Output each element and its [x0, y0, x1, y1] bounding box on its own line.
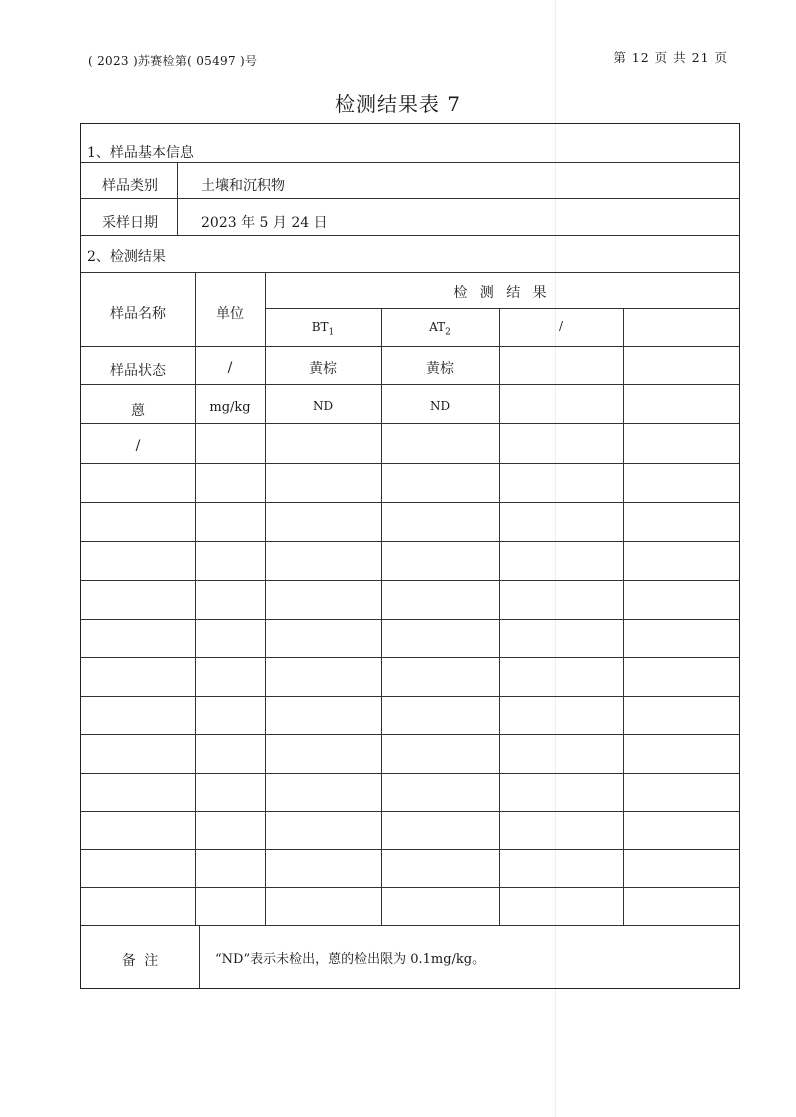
sampling-date-label: 采样日期 [102, 215, 158, 231]
sample-state-value: 黄棕 [309, 361, 337, 377]
row-divider [81, 162, 739, 163]
analyte-unit: mg/kg [209, 400, 251, 415]
col-divider [199, 925, 200, 988]
sample-id-3: / [558, 319, 564, 333]
row-divider [81, 887, 739, 888]
sample-category-value: 土壤和沉积物 [201, 178, 285, 194]
sampling-date-value: 2023 年 5 月 24 日 [201, 215, 328, 231]
sample-id-bt1: $BT_1$ [311, 320, 335, 338]
row-divider [81, 463, 739, 464]
remarks-label: 备 注 [121, 953, 161, 969]
result-cell: ND [312, 399, 334, 413]
col-results-header: 检 测 结 果 [453, 285, 551, 301]
sample-state-unit: / [227, 360, 233, 376]
page-title: 检测结果表 7 [334, 92, 462, 116]
col-divider [381, 308, 382, 925]
row-divider [81, 272, 739, 273]
col-divider [265, 272, 266, 925]
row-divider [81, 423, 739, 424]
remarks-text: “ND”表示未检出，蒽的检出限为 0.1mg/kg。 [215, 952, 486, 967]
col-unit: 单位 [216, 306, 244, 322]
row-divider [81, 925, 739, 926]
row-divider [81, 580, 739, 581]
result-table [80, 123, 740, 989]
col-sample-name: 样品名称 [110, 306, 166, 322]
section2-heading: 2、检测结果 [87, 249, 166, 265]
row-divider [81, 811, 739, 812]
row-divider [81, 773, 739, 774]
sample-state-label: 样品状态 [110, 363, 166, 379]
row-divider [81, 619, 739, 620]
sample-id-at2: $AT_2$ [429, 320, 451, 338]
sample-state-value: 黄棕 [426, 361, 454, 377]
col-divider [623, 308, 624, 925]
section1-heading: 1、样品基本信息 [87, 145, 194, 161]
row-divider [81, 384, 739, 385]
analyte-name: / [135, 438, 141, 454]
row-divider [81, 198, 739, 199]
col-divider [177, 162, 178, 235]
row-divider [81, 849, 739, 850]
result-cell: ND [429, 399, 451, 413]
row-divider [81, 346, 739, 347]
sample-category-label: 样品类别 [102, 178, 158, 194]
row-divider [265, 308, 739, 309]
analyte-name: 蒽 [131, 403, 145, 419]
page-info: 第 12 页 共 21 页 [613, 50, 728, 65]
col-divider [195, 272, 196, 925]
report-number: ( 2023 )苏赛检第( 05497 )号 [88, 54, 258, 68]
row-divider [81, 235, 739, 236]
row-divider [81, 696, 739, 697]
col-divider [499, 308, 500, 925]
row-divider [81, 734, 739, 735]
row-divider [81, 502, 739, 503]
row-divider [81, 541, 739, 542]
row-divider [81, 657, 739, 658]
